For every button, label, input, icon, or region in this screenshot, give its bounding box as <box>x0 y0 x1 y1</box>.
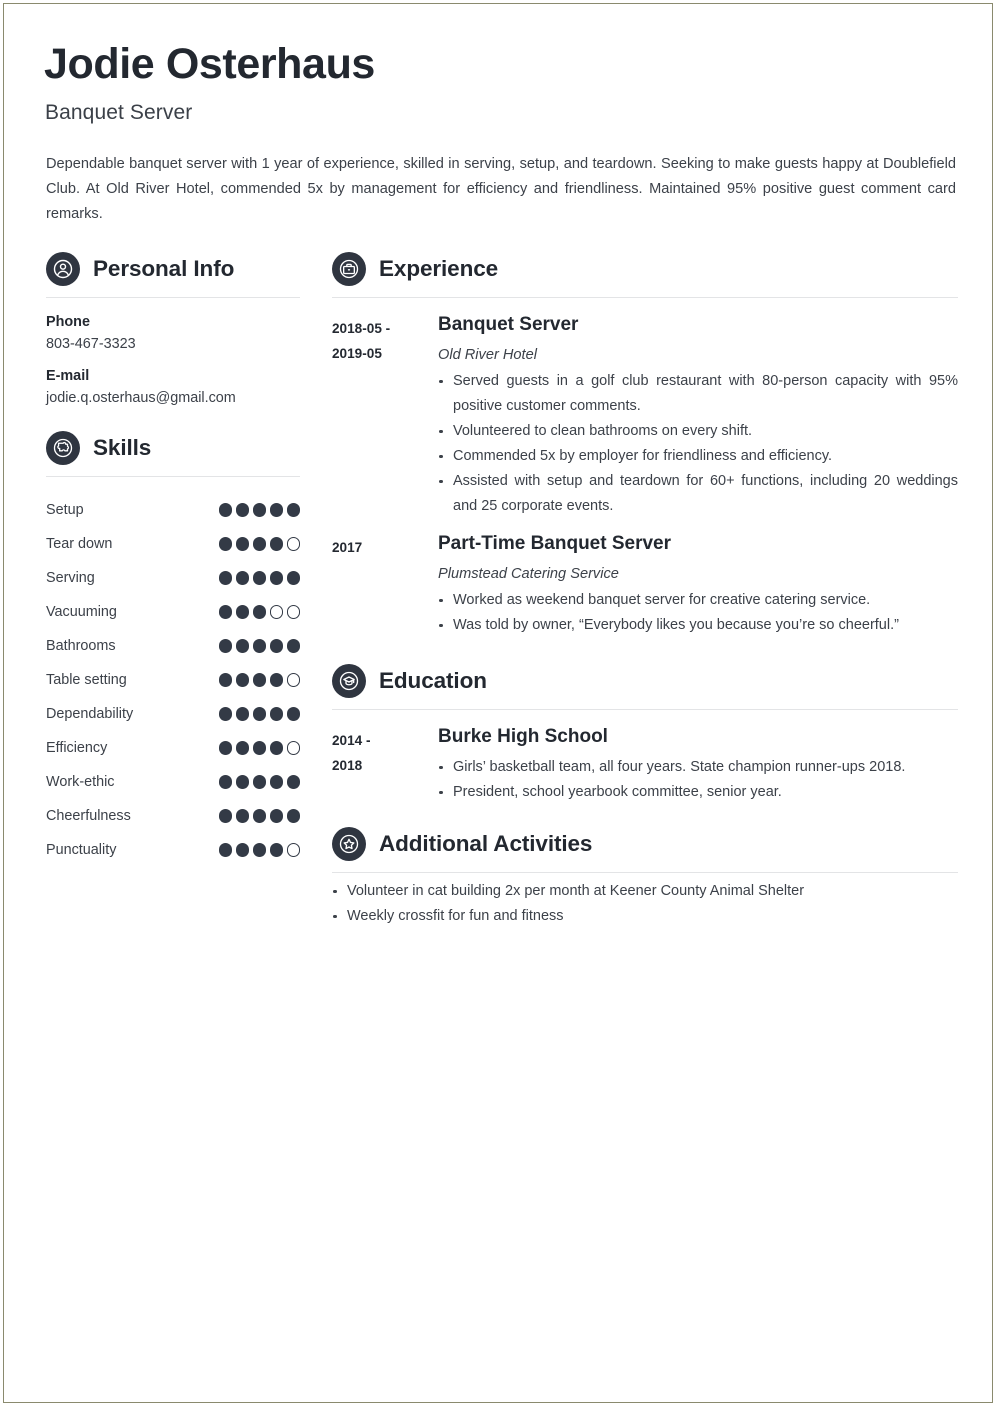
entry-bullets <box>438 369 958 519</box>
rating-dot-filled <box>287 707 301 721</box>
skill-rating <box>214 809 300 823</box>
rating-dot-filled <box>236 605 250 619</box>
skill-name: Cheerfulness <box>46 808 131 825</box>
entry-title: Part-Time Banquet Server <box>438 532 672 554</box>
rating-dot-filled <box>219 571 233 585</box>
rating-dot-filled <box>270 843 284 857</box>
skill-row <box>46 629 300 663</box>
rating-dot-filled <box>287 503 301 517</box>
section-personal-info <box>46 252 300 406</box>
rating-dot-empty <box>287 741 301 755</box>
experience-title: Experience <box>379 256 499 282</box>
rating-dot-filled <box>270 571 284 585</box>
rating-dot-filled <box>236 503 250 517</box>
rating-dot-empty <box>287 843 301 857</box>
rating-dot-filled <box>253 809 267 823</box>
rating-dot-filled <box>236 843 250 857</box>
rating-dot-filled <box>219 537 233 551</box>
skill-row <box>46 493 300 527</box>
bullet-item: Served guests in a golf club restaurant with 80-person capacity with 95% positive customer comments. <box>438 369 958 419</box>
bullet-item: President, school yearbook committee, senior year. <box>438 780 958 805</box>
skill-rating <box>214 503 300 517</box>
rating-dot-filled <box>270 775 284 789</box>
bullet-item: Was told by owner, “Everybody likes you because you’re so cheerful.” <box>438 613 958 638</box>
rating-dot-filled <box>219 707 233 721</box>
education-entry <box>332 726 958 805</box>
rating-dot-filled <box>236 741 250 755</box>
rating-dot-filled <box>219 673 233 687</box>
skill-row <box>46 799 300 833</box>
rating-dot-filled <box>236 809 250 823</box>
skill-row <box>46 595 300 629</box>
rating-dot-filled <box>270 707 284 721</box>
skill-row <box>46 833 300 867</box>
rating-dot-filled <box>219 605 233 619</box>
skill-rating <box>214 707 300 721</box>
section-additional-activities <box>332 827 958 929</box>
skill-row <box>46 561 300 595</box>
skill-rating <box>214 673 300 687</box>
rating-dot-filled <box>253 707 267 721</box>
entry-bullets <box>438 755 958 805</box>
section-education <box>332 664 958 805</box>
personal-info-title: Personal Info <box>93 256 235 282</box>
entry-bullets <box>438 588 958 638</box>
rating-dot-filled <box>219 775 233 789</box>
resume-columns <box>42 252 958 928</box>
additional-activities-divider <box>332 872 958 873</box>
column-gap <box>300 252 332 928</box>
skill-row <box>46 765 300 799</box>
education-entries <box>332 726 958 805</box>
skill-name: Dependability <box>46 706 134 723</box>
entry-date <box>332 314 438 519</box>
entry-organization: Old River Hotel <box>438 346 537 363</box>
rating-dot-filled <box>219 639 233 653</box>
skill-row <box>46 731 300 765</box>
right-column <box>332 252 958 928</box>
bullet-item: Girls’ basketball team, all four years. State champion runner-ups 2018. <box>438 755 958 780</box>
rating-dot-filled <box>253 605 267 619</box>
rating-dot-filled <box>287 809 301 823</box>
skill-rating <box>214 775 300 789</box>
phone-label: Phone <box>46 314 90 331</box>
rating-dot-filled <box>236 707 250 721</box>
skill-row <box>46 697 300 731</box>
experience-divider <box>332 297 958 298</box>
personal-info-heading <box>46 252 300 286</box>
bullet-item: Volunteered to clean bathrooms on every shift. <box>438 419 958 444</box>
rating-dot-empty <box>287 673 301 687</box>
entry-title: Burke High School <box>438 725 608 747</box>
entry-date-line: 2014 - <box>332 732 371 748</box>
email-label: E-mail <box>46 368 90 385</box>
rating-dot-empty <box>270 605 284 619</box>
resume-sheet <box>4 4 990 1400</box>
skills-heading <box>46 431 300 465</box>
skill-name: Table setting <box>46 672 127 689</box>
rating-dot-filled <box>219 809 233 823</box>
skill-row <box>46 527 300 561</box>
rating-dot-filled <box>253 571 267 585</box>
entry-date <box>332 533 438 638</box>
candidate-name: Jodie Osterhaus <box>44 40 375 88</box>
bullet-item: Commended 5x by employer for friendliness and efficiency. <box>438 444 958 469</box>
entry-date-line: 2018-05 - <box>332 321 391 337</box>
entry-date-line: 2019-05 <box>332 346 382 362</box>
briefcase-icon <box>332 252 366 286</box>
rating-dot-filled <box>287 639 301 653</box>
skill-rating <box>214 843 300 857</box>
page-frame <box>3 3 993 1403</box>
rating-dot-filled <box>219 843 233 857</box>
skill-name: Bathrooms <box>46 638 116 655</box>
bullet-item: Assisted with setup and teardown for 60+ functions, including 20 weddings and 25 corporate events. <box>438 469 958 519</box>
skill-name: Efficiency <box>46 740 108 757</box>
rating-dot-filled <box>270 639 284 653</box>
additional-activities-title: Additional Activities <box>379 830 593 856</box>
professional-summary: Dependable banquet server with 1 year of experience, skilled in serving, setup, and teardown. Seeking to make guests happy at Doublefield Club. At Old River Hotel, commended 5x by management for efficiency and friendliness. Maintained 95% positive guest comment card remarks. <box>46 156 956 223</box>
skill-rating <box>214 537 300 551</box>
rating-dot-filled <box>270 537 284 551</box>
experience-entry <box>332 314 958 519</box>
rating-dot-filled <box>236 537 250 551</box>
skill-name: Setup <box>46 502 84 519</box>
section-experience <box>332 252 958 638</box>
skills-divider <box>46 476 300 477</box>
education-divider <box>332 709 958 710</box>
rating-dot-filled <box>253 537 267 551</box>
experience-entries <box>332 314 958 638</box>
candidate-job-title: Banquet Server <box>45 101 193 125</box>
skill-rating <box>214 605 300 619</box>
rating-dot-filled <box>270 741 284 755</box>
rating-dot-filled <box>236 673 250 687</box>
personal-info-divider <box>46 297 300 298</box>
skill-rating <box>214 639 300 653</box>
rating-dot-filled <box>236 571 250 585</box>
puzzle-piece-icon <box>46 431 80 465</box>
rating-dot-filled <box>270 503 284 517</box>
bullet-item: Volunteer in cat building 2x per month at Keener County Animal Shelter <box>332 879 958 904</box>
rating-dot-filled <box>236 639 250 653</box>
phone-value[interactable]: 803-467-3323 <box>46 336 136 353</box>
rating-dot-filled <box>219 503 233 517</box>
experience-heading <box>332 252 958 286</box>
skill-name: Punctuality <box>46 842 117 859</box>
rating-dot-filled <box>253 741 267 755</box>
bullet-item: Worked as weekend banquet server for creative catering service. <box>438 588 958 613</box>
entry-body <box>438 533 958 638</box>
rating-dot-filled <box>287 571 301 585</box>
experience-entry <box>332 533 958 638</box>
skill-name: Vacuuming <box>46 604 117 621</box>
left-column <box>42 252 300 928</box>
rating-dot-filled <box>219 741 233 755</box>
resume-header <box>42 42 958 227</box>
personal-info-fields <box>46 314 300 406</box>
entry-title: Banquet Server <box>438 314 579 336</box>
rating-dot-filled <box>253 775 267 789</box>
rating-dot-filled <box>270 673 284 687</box>
entry-date <box>332 726 438 805</box>
skill-name: Serving <box>46 570 95 587</box>
bullet-item: Weekly crossfit for fun and fitness <box>332 904 958 929</box>
person-icon <box>46 252 80 286</box>
entry-body <box>438 726 958 805</box>
additional-activities-heading <box>332 827 958 861</box>
skill-rating <box>214 741 300 755</box>
entry-body <box>438 314 958 519</box>
rating-dot-empty <box>287 605 301 619</box>
rating-dot-filled <box>236 775 250 789</box>
skill-name: Tear down <box>46 536 113 553</box>
star-icon <box>332 827 366 861</box>
skill-row <box>46 663 300 697</box>
entry-date-line: 2017 <box>332 539 363 555</box>
education-title: Education <box>379 667 487 693</box>
rating-dot-filled <box>253 639 267 653</box>
education-heading <box>332 664 958 698</box>
graduation-cap-icon <box>332 664 366 698</box>
rating-dot-filled <box>287 775 301 789</box>
rating-dot-filled <box>270 809 284 823</box>
additional-activities-list <box>332 879 958 929</box>
rating-dot-filled <box>253 673 267 687</box>
entry-date-line: 2018 <box>332 757 363 773</box>
skills-title: Skills <box>93 435 152 461</box>
section-skills <box>46 431 300 867</box>
skills-list <box>46 493 300 867</box>
rating-dot-empty <box>287 537 301 551</box>
rating-dot-filled <box>253 503 267 517</box>
skill-name: Work-ethic <box>46 774 115 791</box>
rating-dot-filled <box>253 843 267 857</box>
email-value[interactable]: jodie.q.osterhaus@gmail.com <box>46 390 236 407</box>
entry-organization: Plumstead Catering Service <box>438 565 619 582</box>
skill-rating <box>214 571 300 585</box>
